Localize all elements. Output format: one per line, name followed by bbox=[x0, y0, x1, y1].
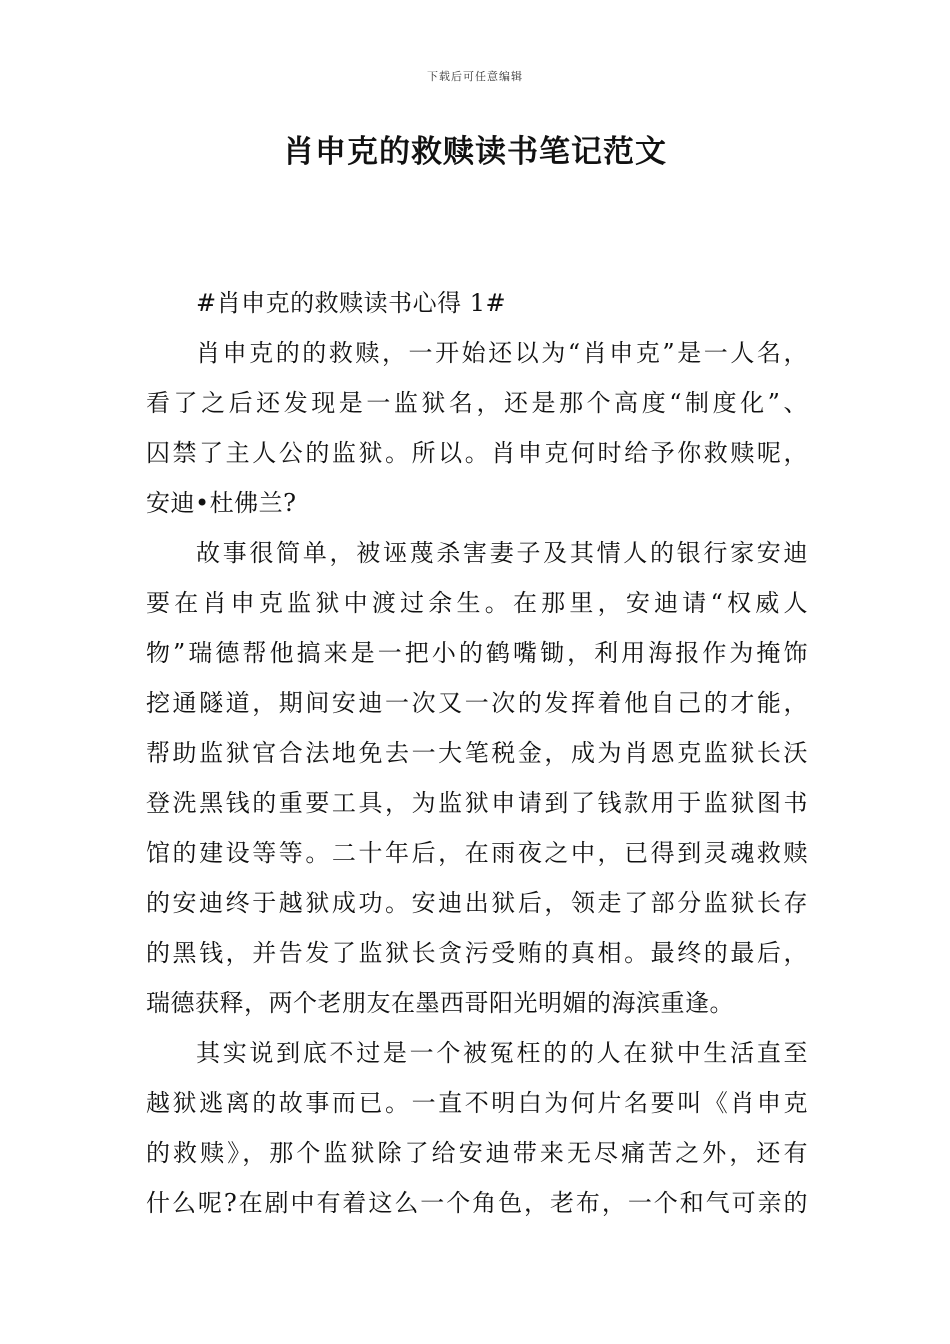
paragraph-2-line-7: 馆的建设等等。二十年后，在雨夜之中，已得到灵魂救赎 bbox=[146, 839, 808, 867]
paragraph-1-line-1: 肖申克的的救赎，一开始还以为“肖申克”是一人名， bbox=[196, 339, 808, 367]
paragraph-3-line-2: 越狱逃离的故事而已。一直不明白为何片名要叫《肖申克 bbox=[146, 1089, 808, 1117]
paragraph-1-line-2: 看了之后还发现是一监狱名，还是那个高度“制度化”、 bbox=[146, 389, 808, 417]
paragraph-3-line-1: 其实说到底不过是一个被冤枉的的人在狱中生活直至 bbox=[196, 1039, 808, 1067]
paragraph-2-line-1: 故事很简单，被诬蔑杀害妻子及其情人的银行家安迪 bbox=[196, 539, 808, 567]
paragraph-2-line-3: 物”瑞德帮他搞来是一把小的鹤嘴锄，利用海报作为掩饰 bbox=[146, 639, 808, 667]
paragraph-1-line-3: 囚禁了主人公的监狱。所以。肖申克何时给予你救赎呢， bbox=[146, 439, 808, 467]
paragraph-3-line-4: 什么呢?在剧中有着这么一个角色，老布，一个和气可亲的 bbox=[146, 1189, 808, 1217]
paragraph-3-line-3: 的救赎》，那个监狱除了给安迪带来无尽痛苦之外，还有 bbox=[146, 1139, 808, 1167]
paragraph-2-line-9: 的黑钱，并告发了监狱长贪污受贿的真相。最终的最后， bbox=[146, 939, 808, 967]
header-note: 下载后可任意编辑 bbox=[427, 70, 523, 83]
paragraph-2-line-8: 的安迪终于越狱成功。安迪出狱后，领走了部分监狱长存 bbox=[146, 889, 808, 917]
paragraph-2-line-5: 帮助监狱官合法地免去一大笔税金，成为肖恩克监狱长沃 bbox=[146, 739, 808, 767]
paragraph-2-line-10: 瑞德获释，两个老朋友在墨西哥阳光明媚的海滨重逢。 bbox=[146, 989, 734, 1017]
paragraph-1-line-4: 安迪•杜佛兰? bbox=[146, 489, 297, 517]
paragraph-2-line-4: 挖通隧道，期间安迪一次又一次的发挥着他自己的才能， bbox=[146, 689, 808, 717]
document-title: 肖申克的救赎读书笔记范文 bbox=[283, 134, 667, 170]
document-body bbox=[146, 278, 808, 1228]
paragraph-2-line-2: 要在肖申克监狱中渡过余生。在那里，安迪请“权威人 bbox=[146, 589, 808, 617]
paragraph-2-line-6: 登洗黑钱的重要工具，为监狱申请到了钱款用于监狱图书 bbox=[146, 789, 808, 817]
section-heading: #肖申克的救赎读书心得 1# bbox=[196, 289, 507, 317]
